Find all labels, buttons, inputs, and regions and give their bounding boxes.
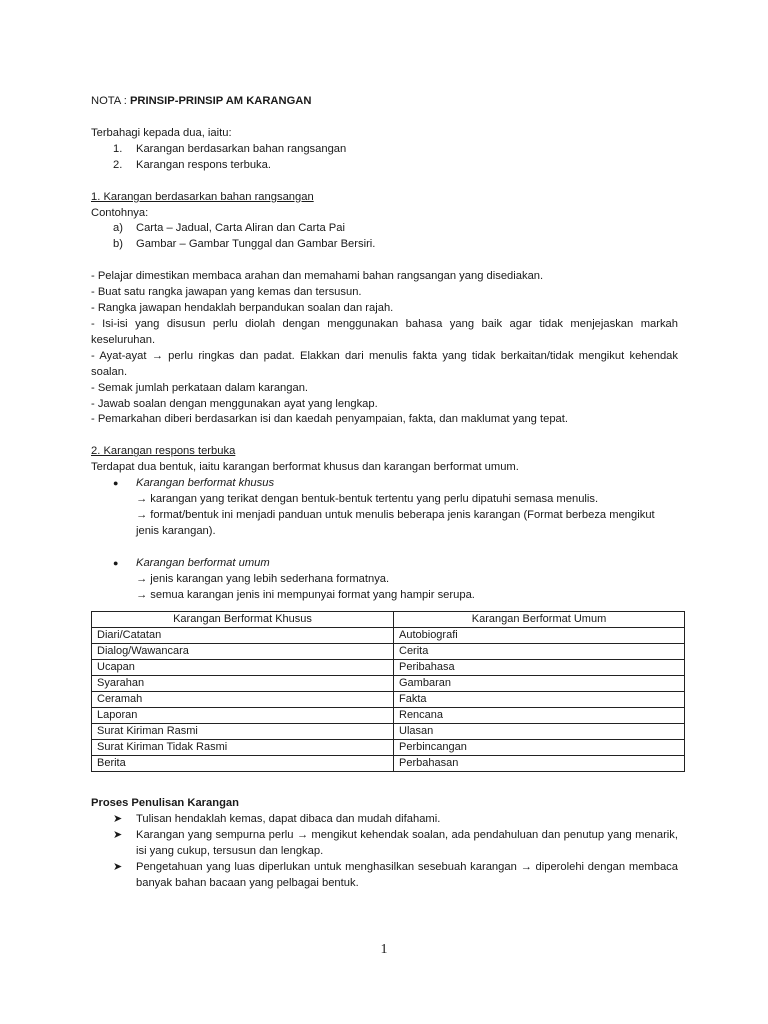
bullet-icon: ● — [113, 478, 119, 489]
point-item: - Rangka jawapan hendaklah berpandukan soalan dan rajah. — [91, 302, 394, 315]
table-cell: Peribahasa — [394, 660, 685, 676]
table-cell: Diari/Catatan — [92, 628, 394, 644]
form-line: → karangan yang terikat dengan bentuk-bentuk tertentu yang perlu dipatuhi semasa menulis. — [136, 493, 599, 506]
section2-heading: 2. Karangan respons terbuka — [91, 445, 236, 458]
table-cell: Syarahan — [92, 676, 394, 692]
table-cell: Ceramah — [92, 692, 394, 708]
table-header-row — [92, 612, 685, 628]
table-cell: Ucapan — [92, 660, 394, 676]
karangan-table — [91, 611, 685, 772]
page-number: 1 — [380, 942, 388, 957]
arrowhead-icon: ➤ — [113, 813, 123, 826]
numbered-item: 2. Karangan respons terbuka. — [113, 158, 271, 171]
section1-heading: 1. Karangan berdasarkan bahan rangsangan — [91, 190, 314, 203]
table-header: Karangan Berformat Umum — [394, 612, 685, 628]
table-row — [92, 644, 685, 660]
process-heading: Proses Penulisan Karangan — [91, 797, 239, 810]
table-cell: Cerita — [394, 644, 685, 660]
section2-intro: Terdapat dua bentuk, iaitu karangan berformat khusus dan karangan berformat umum. — [91, 461, 519, 474]
form-line: → jenis karangan yang lebih sederhana formatnya. — [136, 572, 390, 585]
point-item: - Isi-isi yang disusun perlu diolah dengan menggunakan bahasa yang baik agar tidak menjejaskan markah keseluruhan. — [91, 317, 678, 346]
table-cell: Perbincangan — [394, 740, 685, 756]
examples-label: Contohnya: — [91, 206, 149, 219]
table-row — [92, 660, 685, 676]
table-cell: Dialog/Wawancara — [92, 644, 394, 660]
document-content — [91, 94, 678, 892]
table-cell: Surat Kiriman Tidak Rasmi — [92, 740, 394, 756]
process-item: ➤ Karangan yang sempurna perlu → mengikut kehendak soalan, ada pendahuluan dan penutup yang menarik, isi yang cukup, tersusun dan lengkap. — [91, 828, 678, 860]
arrowhead-icon: ➤ — [113, 829, 123, 842]
table-row — [92, 628, 685, 644]
intro-text: Terbahagi kepada dua, iaitu: — [91, 126, 232, 139]
bullet-icon: ● — [113, 557, 119, 568]
bullet-item: ● Karangan berformat khusus — [91, 476, 678, 492]
table-row — [92, 676, 685, 692]
table-row — [92, 708, 685, 724]
process-item: ➤ Pengetahuan yang luas diperlukan untuk menghasilkan sesebuah karangan → diperolehi dengan membaca banyak bahan bacaan yang pelbagai bentuk. — [91, 860, 678, 892]
table-row — [92, 692, 685, 708]
page-title: NOTA : PRINSIP-PRINSIP AM KARANGAN — [91, 95, 312, 107]
table-cell: Berita — [92, 756, 394, 772]
process-item: ➤ Tulisan hendaklah kemas, dapat dibaca dan mudah difahami. — [91, 812, 678, 828]
point-item: - Pelajar dimestikan membaca arahan dan memahami bahan rangsangan yang disediakan. — [91, 270, 544, 283]
example-item: b) Gambar – Gambar Tunggal dan Gambar Bersiri. — [113, 238, 376, 251]
table-row — [92, 740, 685, 756]
arrowhead-icon: ➤ — [113, 861, 123, 874]
form-line: → format/bentuk ini menjadi panduan untuk menulis beberapa jenis karangan (Format berbeza mengikut jenis karangan). — [136, 508, 655, 537]
table-header: Karangan Berformat Khusus — [92, 612, 394, 628]
point-item: - Semak jumlah perkataan dalam karangan. — [91, 381, 309, 394]
table-cell: Ulasan — [394, 724, 685, 740]
numbered-item: 1. Karangan berdasarkan bahan rangsangan — [113, 142, 347, 155]
bullet-item: ● Karangan berformat umum — [91, 556, 678, 572]
table-cell: Fakta — [394, 692, 685, 708]
table-cell: Rencana — [394, 708, 685, 724]
table-cell: Surat Kiriman Rasmi — [92, 724, 394, 740]
table-row — [92, 724, 685, 740]
example-item: a) Carta – Jadual, Carta Aliran dan Carta Pai — [113, 222, 345, 235]
point-item: - Pemarkahan diberi berdasarkan isi dan kaedah penyampaian, fakta, dan maklumat yang tepat. — [91, 413, 568, 426]
table-row — [92, 756, 685, 772]
point-item: - Buat satu rangka jawapan yang kemas dan tersusun. — [91, 286, 362, 299]
form-line: → semua karangan jenis ini mempunyai format yang hampir serupa. — [136, 588, 475, 601]
point-item: - Jawab soalan dengan menggunakan ayat yang lengkap. — [91, 397, 378, 410]
table-cell: Gambaran — [394, 676, 685, 692]
point-item: - Ayat-ayat → perlu ringkas dan padat. Elakkan dari menulis fakta yang tidak berkaitan/tidak mengikut kehendak soalan. — [91, 349, 678, 378]
table-cell: Autobiografi — [394, 628, 685, 644]
table-cell: Perbahasan — [394, 756, 685, 772]
table-cell: Laporan — [92, 708, 394, 724]
